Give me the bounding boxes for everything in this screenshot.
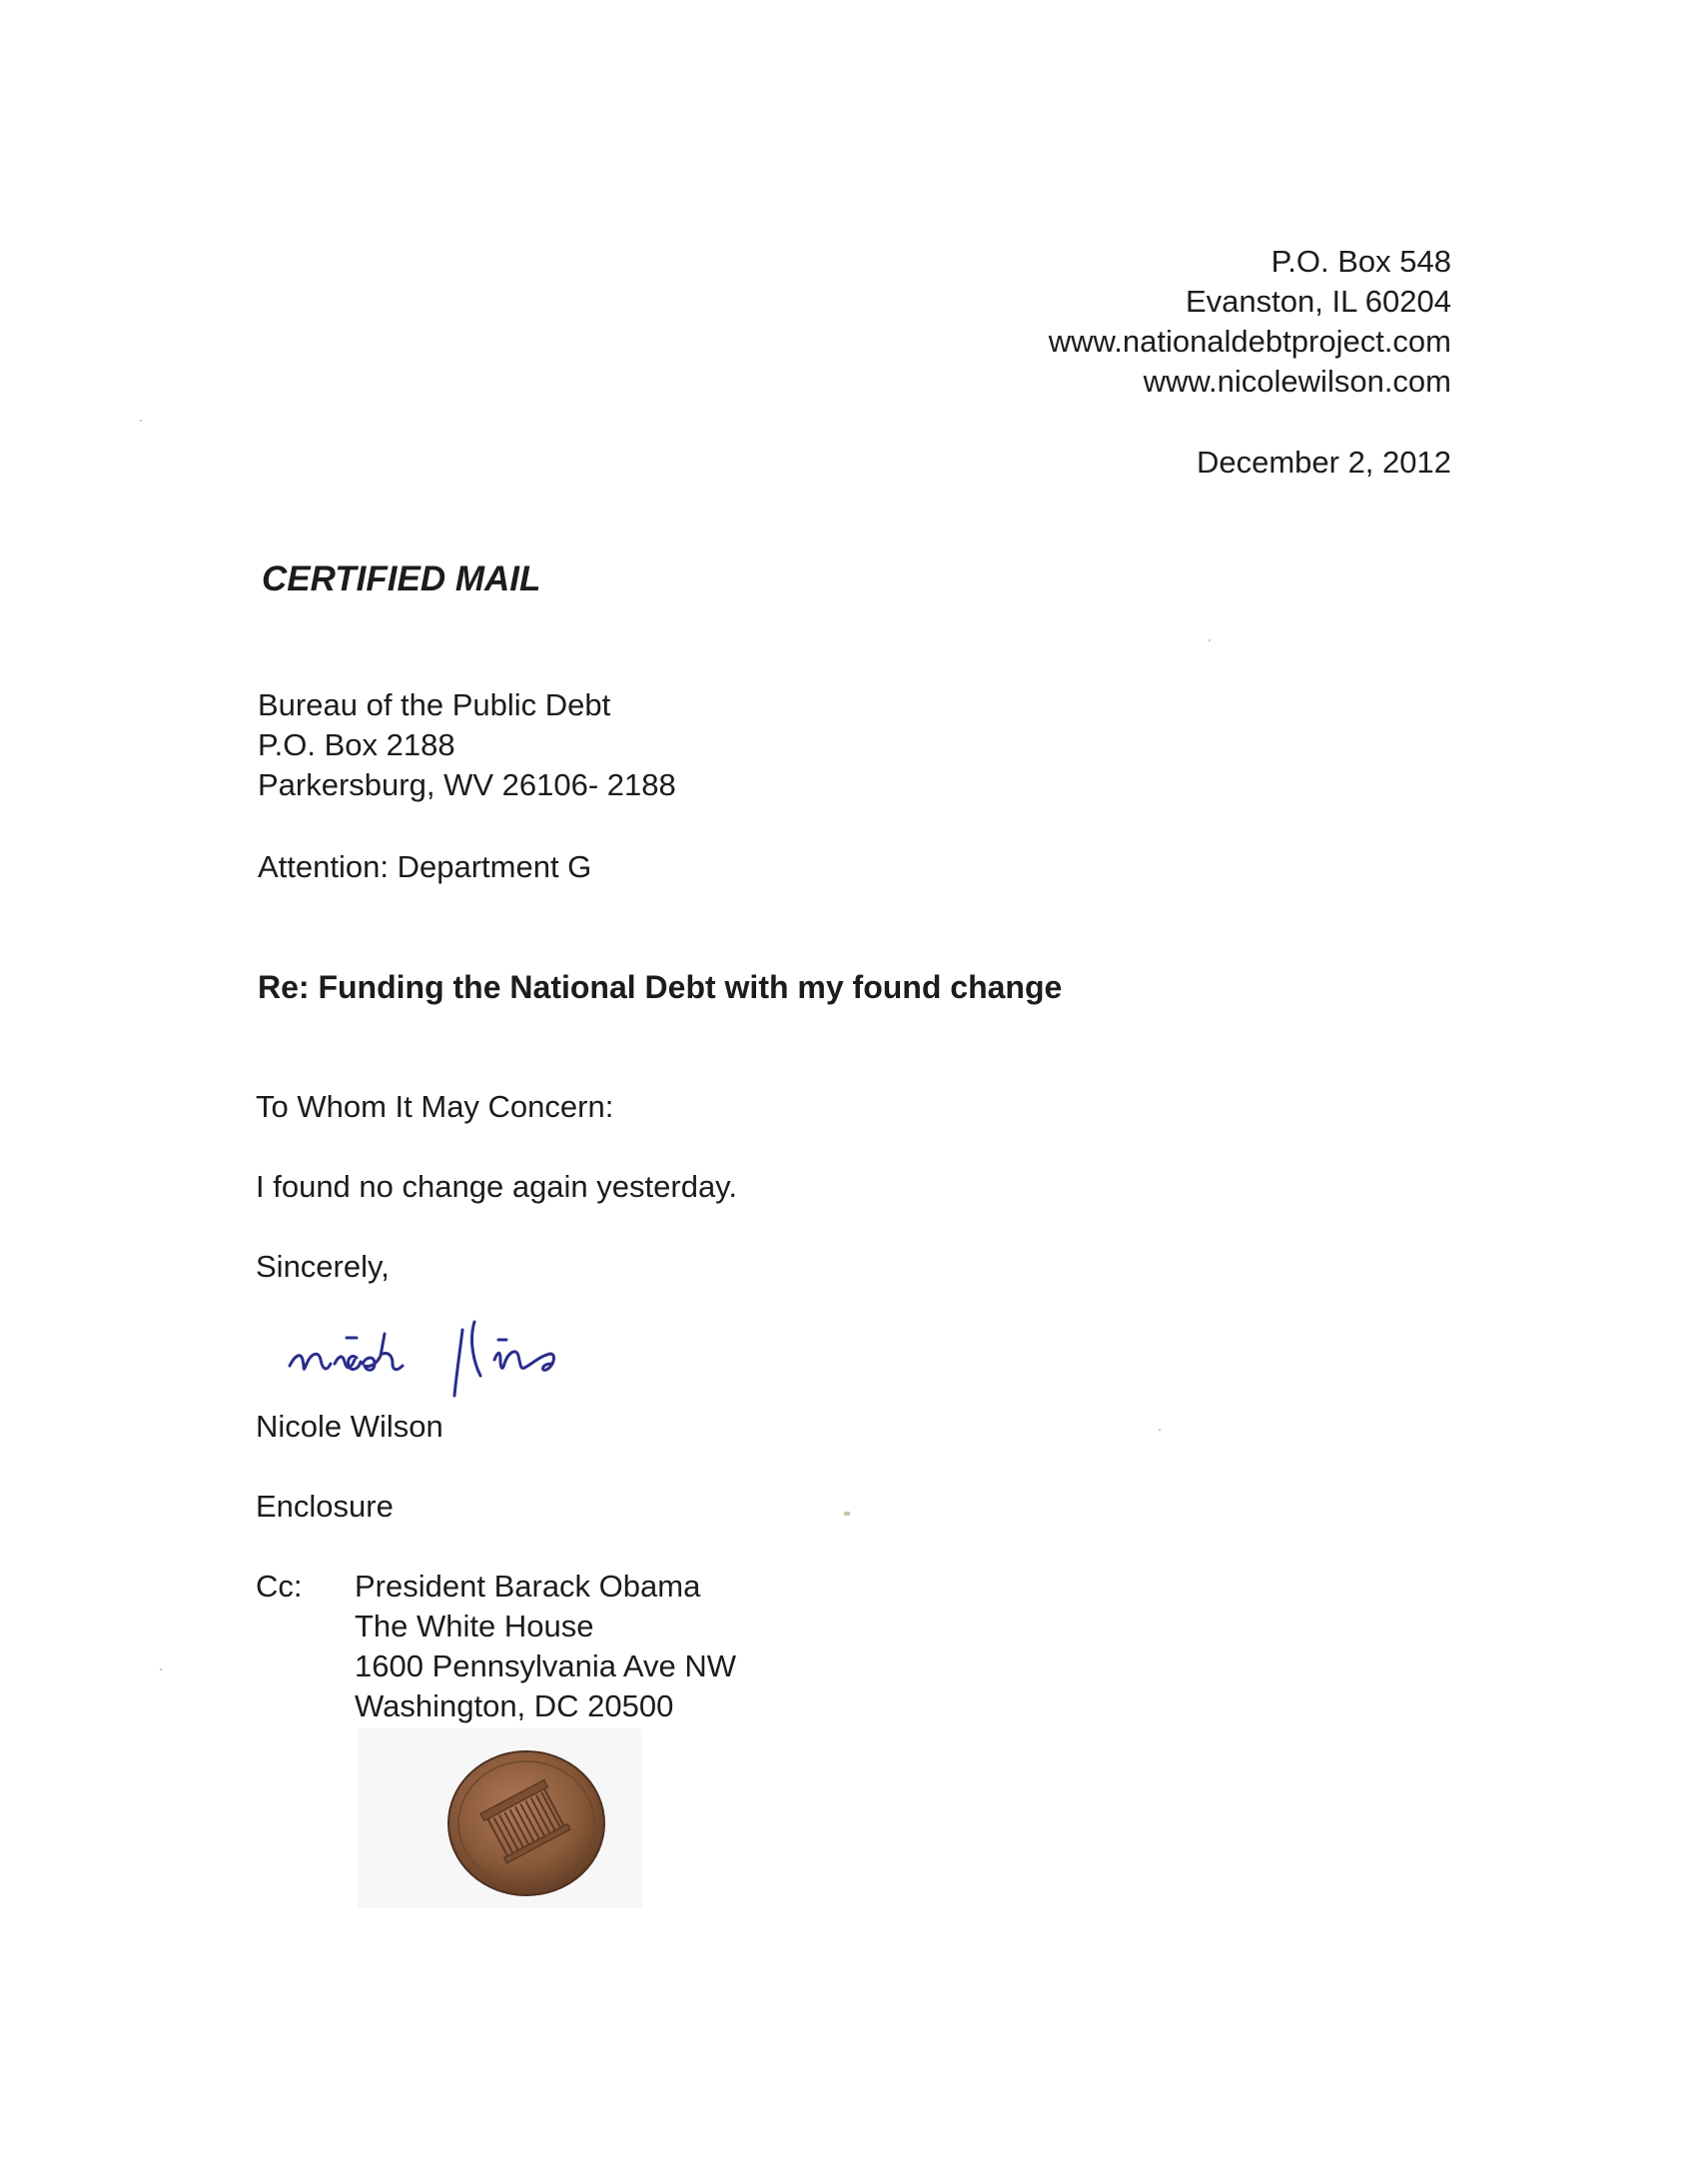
paper-speck: [140, 420, 142, 422]
cc-line: President Barack Obama: [355, 1569, 701, 1604]
recipient-po-box: P.O. Box 2188: [258, 727, 455, 762]
recipient-city-state-zip: Parkersburg, WV 26106- 2188: [258, 767, 676, 802]
signature-icon: [285, 1294, 684, 1404]
subject-line: Re: Funding the National Debt with my found change: [258, 969, 1063, 1005]
delivery-method-heading: CERTIFIED MAIL: [262, 559, 541, 598]
penny-icon: [436, 1743, 616, 1903]
letter-date: December 2, 2012: [1196, 445, 1451, 480]
recipient-address: [258, 685, 676, 805]
recipient-name: Bureau of the Public Debt: [258, 687, 611, 722]
salutation: To Whom It May Concern:: [256, 1089, 614, 1124]
cc-label: Cc:: [256, 1569, 303, 1604]
cc-line: The White House: [355, 1609, 594, 1643]
sender-website-2[interactable]: www.nicolewilson.com: [1143, 364, 1451, 399]
paper-speck: [844, 1512, 850, 1516]
cc-address: [355, 1567, 736, 1726]
paper-speck: [160, 1668, 162, 1670]
signer-name: Nicole Wilson: [256, 1409, 443, 1444]
sender-po-box: P.O. Box 548: [1271, 244, 1451, 279]
attention-line: Attention: Department G: [258, 849, 592, 884]
enclosure-note: Enclosure: [256, 1489, 394, 1524]
closing: Sincerely,: [256, 1249, 390, 1284]
cc-line: Washington, DC 20500: [355, 1688, 674, 1723]
paper-speck: [1209, 639, 1211, 641]
cc-line: 1600 Pennsylvania Ave NW: [355, 1648, 736, 1683]
return-address: [1049, 242, 1451, 402]
letter-body: I found no change again yesterday.: [256, 1169, 737, 1204]
paper-speck: [1159, 1429, 1161, 1431]
sender-city-state-zip: Evanston, IL 60204: [1186, 284, 1451, 319]
sender-website-1[interactable]: www.nationaldebtproject.com: [1048, 324, 1451, 359]
